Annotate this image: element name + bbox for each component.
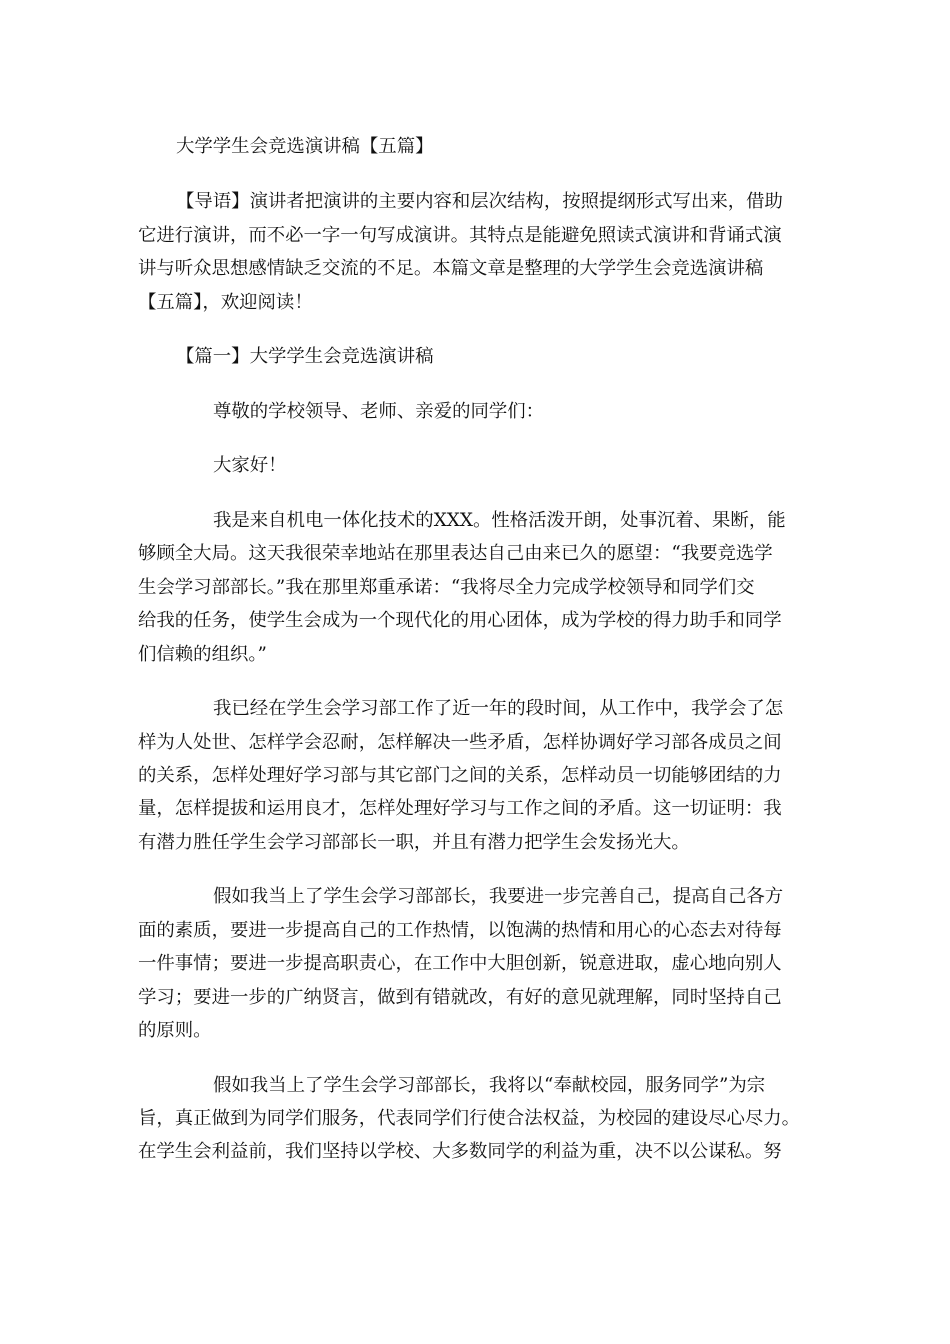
paragraph-line: 学习；要进一步的广纳贤言，做到有错就改，有好的意见就理解，同时坚持自己 xyxy=(138,987,782,1008)
paragraph-line: 样为人处世、怎样学会忍耐，怎样解决一些矛盾，怎样协调好学习部各成员之间 xyxy=(138,732,782,753)
paragraph-line: 旨，真正做到为同学们服务，代表同学们行使合法权益，为校园的建设尽心尽力。 xyxy=(138,1108,801,1129)
paragraph-line: 一件事情；要进一步提高职责心，在工作中大胆创新，锐意进取，虚心地向别人 xyxy=(138,953,782,974)
intro-line: 讲与听众思想感情缺乏交流的不足。本篇文章是整理的大学学生会竞选演讲稿 xyxy=(138,258,764,279)
paragraph-line: 生会学习部部长。”我在那里郑重承诺：“我将尽全力完成学校领导和同学们交 xyxy=(138,577,755,598)
paragraph-line: 的原则。 xyxy=(138,1020,212,1041)
intro-line: 它进行演讲，而不必一字一句写成演讲。其特点是能避免照读式演讲和背诵式演 xyxy=(138,225,782,246)
paragraph-line: 假如我当上了学生会学习部部长，我要进一步完善自己，提高自己各方 xyxy=(213,886,784,907)
paragraph-line: 假如我当上了学生会学习部部长，我将以“奉献校园，服务同学”为宗 xyxy=(213,1075,766,1096)
paragraph-line: 我是来自机电一体化技术的XXX。性格活泼开朗，处事沉着、果断，能 xyxy=(213,510,786,531)
intro-line: 【导语】演讲者把演讲的主要内容和层次结构，按照提纲形式写出来，借助 xyxy=(176,191,783,212)
paragraph-line: 量，怎样提拔和运用良才，怎样处理好学习与工作之间的矛盾。这一切证明：我 xyxy=(138,798,782,819)
paragraph-line: 面的素质，要进一步提高自己的工作热情，以饱满的热情和用心的心态去对待每 xyxy=(138,920,782,941)
paragraph-line: 在学生会利益前，我们坚持以学校、大多数同学的利益为重，决不以公谋私。努 xyxy=(138,1141,782,1162)
salutation: 尊敬的学校领导、老师、亲爱的同学们： xyxy=(213,401,545,422)
paragraph-line: 给我的任务，使学生会成为一个现代化的用心团体，成为学校的得力助手和同学 xyxy=(138,610,782,631)
greeting: 大家好！ xyxy=(213,455,287,476)
section-heading: 【篇一】大学学生会竞选演讲稿 xyxy=(176,346,434,367)
paragraph-line: 我已经在学生会学习部工作了近一年的段时间，从工作中，我学会了怎 xyxy=(213,698,784,719)
intro-line: 【五篇】，欢迎阅读！ xyxy=(138,292,313,313)
paragraph-line: 的关系，怎样处理好学习部与其它部门之间的关系，怎样动员一切能够团结的力 xyxy=(138,765,782,786)
paragraph-line: 们信赖的组织。” xyxy=(138,644,267,665)
paragraph-line: 够顾全大局。这天我很荣幸地站在那里表达自己由来已久的愿望：“我要竞选学 xyxy=(138,543,773,564)
document-title: 大学学生会竞选演讲稿【五篇】 xyxy=(176,136,434,157)
paragraph-line: 有潜力胜任学生会学习部部长一职，并且有潜力把学生会发扬光大。 xyxy=(138,832,690,853)
